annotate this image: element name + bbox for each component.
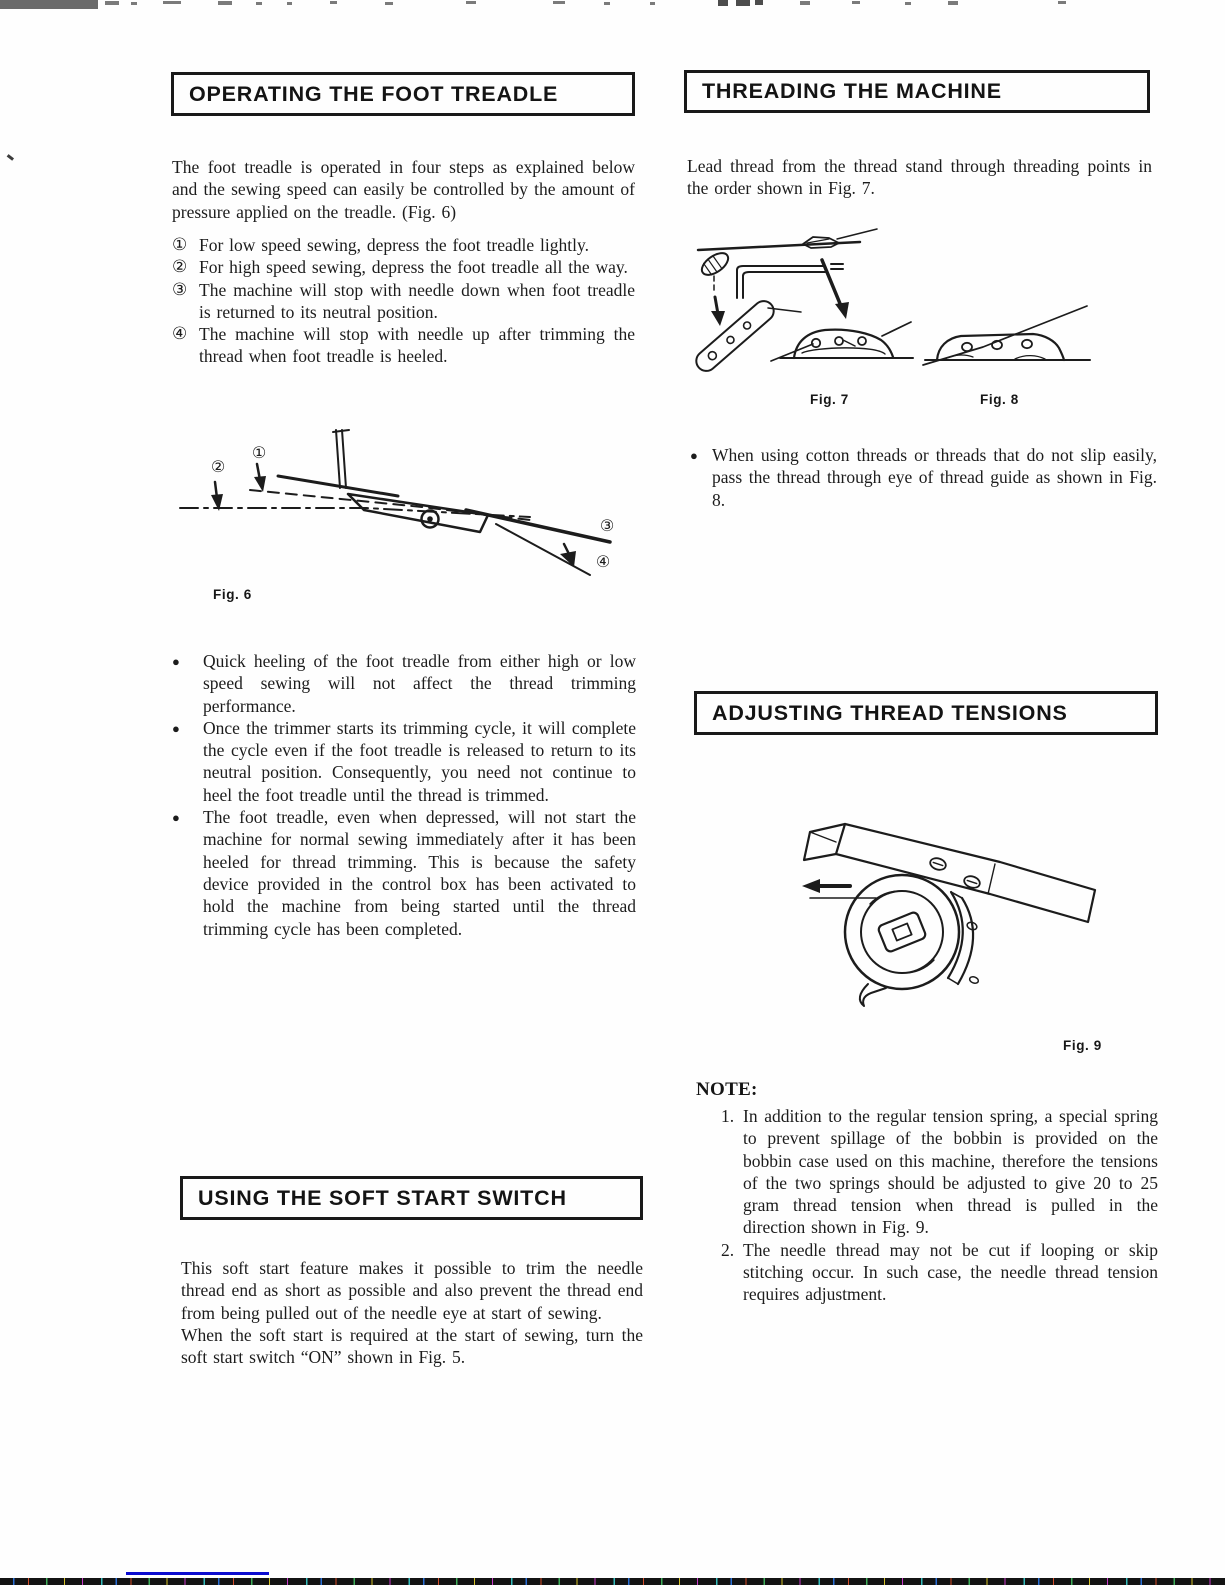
scan-dash <box>330 1 337 4</box>
scan-dash <box>852 1 860 4</box>
operating-bullet-list <box>172 650 636 940</box>
scan-artifact-bottom-bar <box>0 1578 1225 1585</box>
scan-dash <box>948 1 958 5</box>
fig6-marker-2: ② <box>210 457 226 476</box>
fig6-marker-3: ③ <box>599 516 615 535</box>
list-item <box>172 806 636 940</box>
scan-dash <box>718 0 728 6</box>
scan-dash <box>1058 1 1066 4</box>
list-item <box>172 717 636 806</box>
soft-start-paragraphs <box>181 1257 643 1368</box>
bullet-marker: ● <box>690 448 698 463</box>
note-heading: NOTE: <box>696 1079 758 1100</box>
list-item <box>172 234 635 256</box>
soft-start-paragraph-2: When the soft start is required at the start of sewing, turn the soft start switch “ON” shown in Fig. 5. <box>181 1324 643 1368</box>
circled-number-marker: ② <box>172 257 188 278</box>
step-text: For low speed sewing, depress the foot treadle lightly. <box>199 235 589 255</box>
note-number: 1. <box>721 1106 735 1126</box>
figure-6-label: Fig. 6 <box>213 587 252 602</box>
scan-dash <box>131 2 137 5</box>
section-heading-soft-start-switch <box>180 1176 643 1220</box>
list-item <box>172 323 635 368</box>
scan-dash <box>256 2 262 5</box>
bullet-marker: ● <box>172 810 180 826</box>
scan-speckle <box>7 154 14 160</box>
scan-dash <box>466 1 476 4</box>
circled-number-marker: ③ <box>172 279 188 300</box>
scan-dash <box>218 1 232 5</box>
scan-dash <box>604 2 610 5</box>
circled-number-marker: ① <box>172 235 188 255</box>
step-text: The machine will stop with needle up after trimming the thread when foot treadle is heeled. <box>199 324 635 367</box>
list-item <box>721 1105 1158 1239</box>
list-item <box>172 256 635 278</box>
bullet-marker: ● <box>172 654 180 669</box>
scan-dash <box>105 1 119 5</box>
fig6-marker-4: ④ <box>595 552 611 571</box>
figure-7-8-thread-guides-diagram <box>685 226 1155 388</box>
scan-artifact-top-bar <box>0 0 98 9</box>
scan-dash <box>755 0 763 5</box>
bullet-text: When using cotton threads or threads that do not slip easily, pass the thread through eye of thread guide as shown in Fig. 8. <box>712 445 1157 510</box>
scan-dash <box>905 2 911 5</box>
heading-text: OPERATING THE FOOT TREADLE <box>189 81 559 106</box>
section-heading-operating-foot-treadle <box>171 72 635 116</box>
note-number: 2. <box>721 1239 735 1260</box>
figure-9-label: Fig. 9 <box>1063 1038 1102 1053</box>
scan-dash <box>650 2 655 5</box>
operating-intro-paragraph: The foot treadle is operated in four steps as explained below and the sewing speed can easily be controlled by the amount of pressure applied on the treadle. (Fig. 6) <box>172 157 635 222</box>
bullet-marker: ● <box>172 720 180 736</box>
bullet-text: The foot treadle, even when depressed, will not start the machine for normal sewing immediately after it has been heeled for thread trimming. This is because the safety device provided in the control box has been activated to hold the machine from being started until the thread trimming cycle has been completed. <box>203 807 636 939</box>
threading-intro-paragraph: Lead thread from the thread stand through threading points in the order shown in Fig. 7. <box>687 156 1152 199</box>
figure-8-label: Fig. 8 <box>980 392 1019 407</box>
list-item <box>690 444 1157 511</box>
note-text: In addition to the regular tension spring, a special spring to prevent spillage of the bobbin is provided on the bobbin case used on this machine, therefore the tensions of the two springs should be adjusted to give 20 to 25 gram thread tension when thread is pulled in the direction shown in Fig. 9. <box>743 1106 1158 1238</box>
heading-text: ADJUSTING THREAD TENSIONS <box>712 700 1068 725</box>
operating-steps-list <box>172 234 635 368</box>
scan-dash <box>287 2 292 5</box>
scan-dash <box>553 1 565 4</box>
figure-9-bobbin-case-diagram <box>790 798 1122 1036</box>
step-text: For high speed sewing, depress the foot treadle all the way. <box>199 257 628 278</box>
scan-artifact-blue-line <box>126 1572 269 1575</box>
note-text: The needle thread may not be cut if looping or skip stitching occur. In such case, the needle thread tension requires adjustment. <box>743 1239 1158 1305</box>
step-text: The machine will stop with needle down when foot treadle is returned to its neutral position. <box>199 279 635 322</box>
soft-start-paragraph-1: This soft start feature makes it possible to trim the needle thread end as short as possible and also prevent the thread end from being pulled out of the needle eye at start of sewing. <box>181 1258 643 1323</box>
figure-7-label: Fig. 7 <box>810 392 849 407</box>
section-heading-threading-machine <box>684 70 1150 113</box>
note-list <box>721 1105 1158 1306</box>
scan-dash <box>736 0 750 6</box>
list-item <box>172 279 635 324</box>
threading-bullet-list <box>690 444 1157 511</box>
heading-text: USING THE SOFT START SWITCH <box>198 1185 567 1210</box>
list-item <box>721 1239 1158 1306</box>
bullet-text: Once the trimmer starts its trimming cycle, it will complete the cycle even if the foot treadle is released to return to its neutral position. Consequently, you need not continue to heel the foot treadle until the thread is trimmed. <box>203 717 636 805</box>
circled-number-marker: ④ <box>172 324 188 345</box>
bullet-text: Quick heeling of the foot treadle from either high or low speed sewing will not affect the thread trimming performance. <box>203 651 636 716</box>
section-heading-adjusting-thread-tensions <box>694 691 1158 735</box>
scan-dash <box>163 1 181 4</box>
fig6-marker-1: ① <box>251 443 267 462</box>
figure-6-foot-treadle-diagram <box>166 424 648 582</box>
heading-text: THREADING THE MACHINE <box>702 79 1002 103</box>
scan-dash <box>385 2 393 5</box>
scan-dash <box>800 1 810 5</box>
list-item <box>172 650 636 717</box>
